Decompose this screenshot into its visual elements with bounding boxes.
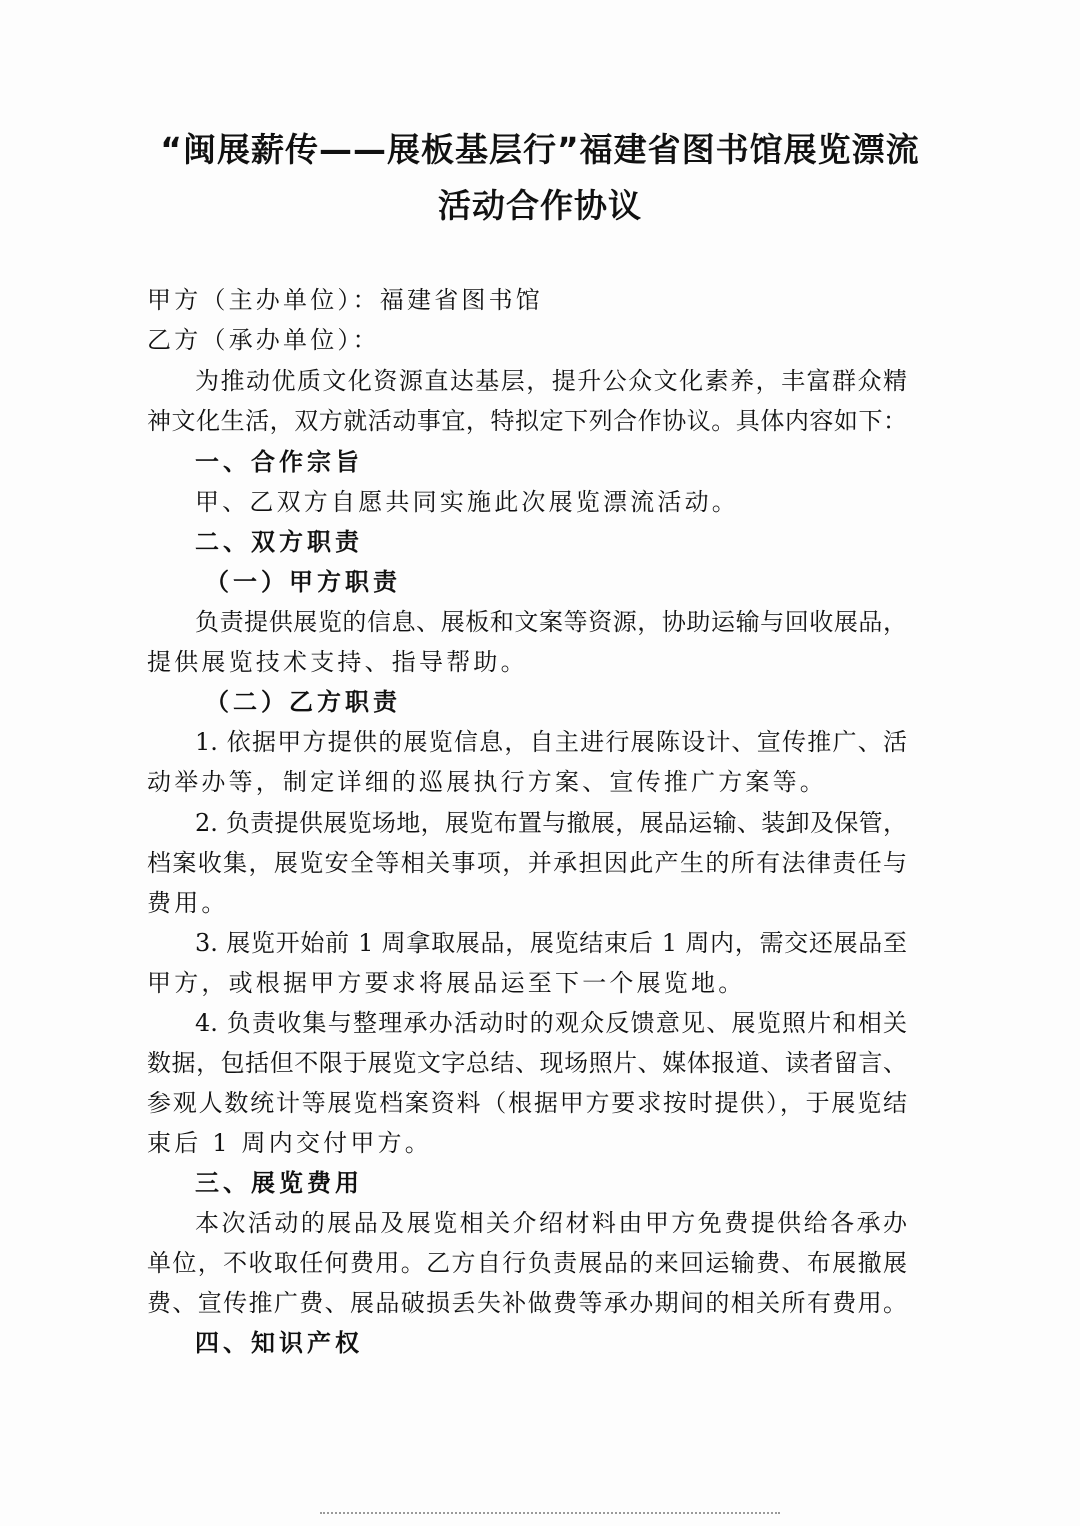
item-4-line-1: 4. 负责收集与整理承办活动时的观众反馈意见、展览照片和相关 — [195, 1009, 907, 1037]
section-2-heading: 二、双方职责 — [195, 528, 363, 556]
section-3-line-3: 费、宣传推广费、展品破损丢失补做费等承办期间的相关所有费用。 — [147, 1289, 907, 1317]
section-1-text: 甲、乙双方自愿共同实施此次展览漂流活动。 — [195, 488, 739, 516]
document-title-line-2: 活动合作协议 — [438, 186, 642, 225]
party-a-duties-line-1: 负责提供展览的信息、展板和文案等资源，协助运输与回收展品， — [195, 608, 907, 636]
item-4-line-4: 束后 1 周内交付甲方。 — [147, 1129, 432, 1157]
document-title-line-1: “闽展薪传——展板基层行”福建省图书馆展览漂流 — [160, 130, 920, 169]
intro-line-2: 神文化生活，双方就活动事宜，特拟定下列合作协议。具体内容如下： — [147, 407, 907, 435]
item-2-line-2: 档案收集，展览安全等相关事项，并承担因此产生的所有法律责任与 — [147, 849, 907, 877]
scan-artifact-dots — [320, 1512, 780, 1517]
item-3-line-1: 3. 展览开始前 1 周拿取展品，展览结束后 1 周内，需交还展品至 — [195, 929, 907, 957]
party-a-duties-line-2: 提供展览技术支持、指导帮助。 — [147, 648, 528, 676]
section-3-line-2: 单位，不收取任何费用。乙方自行负责展品的来回运输费、布展撤展 — [147, 1249, 907, 1277]
section-4-heading: 四、知识产权 — [195, 1329, 363, 1357]
item-2-line-1: 2. 负责提供展览场地，展览布置与撤展，展品运输、装卸及保管， — [195, 809, 907, 837]
party-b-line: 乙方（承办单位）： — [147, 326, 380, 354]
section-2-sub-2-heading: （二）乙方职责 — [205, 688, 401, 716]
section-3-line-1: 本次活动的展品及展览相关介绍材料由甲方免费提供给各承办 — [195, 1209, 907, 1237]
item-3-line-2: 甲方，或根据甲方要求将展品运至下一个展览地。 — [147, 969, 746, 997]
intro-line-1: 为推动优质文化资源直达基层，提升公众文化素养，丰富群众精 — [195, 367, 907, 395]
item-2-line-3: 费用。 — [147, 889, 229, 917]
item-1-line-2: 动举办等，制定详细的巡展执行方案、宣传推广方案等。 — [147, 768, 827, 796]
item-4-line-3: 参观人数统计等展览档案资料（根据甲方要求按时提供），于展览结 — [147, 1089, 907, 1117]
section-3-heading: 三、展览费用 — [195, 1169, 363, 1197]
section-2-sub-1-heading: （一）甲方职责 — [205, 568, 401, 596]
section-1-heading: 一、合作宗旨 — [195, 448, 363, 476]
item-4-line-2: 数据，包括但不限于展览文字总结、现场照片、媒体报道、读者留言、 — [147, 1049, 907, 1077]
party-a-line: 甲方（主办单位）：福建省图书馆 — [147, 286, 543, 314]
item-1-line-1: 1. 依据甲方提供的展览信息，自主进行展陈设计、宣传推广、活 — [195, 728, 907, 756]
